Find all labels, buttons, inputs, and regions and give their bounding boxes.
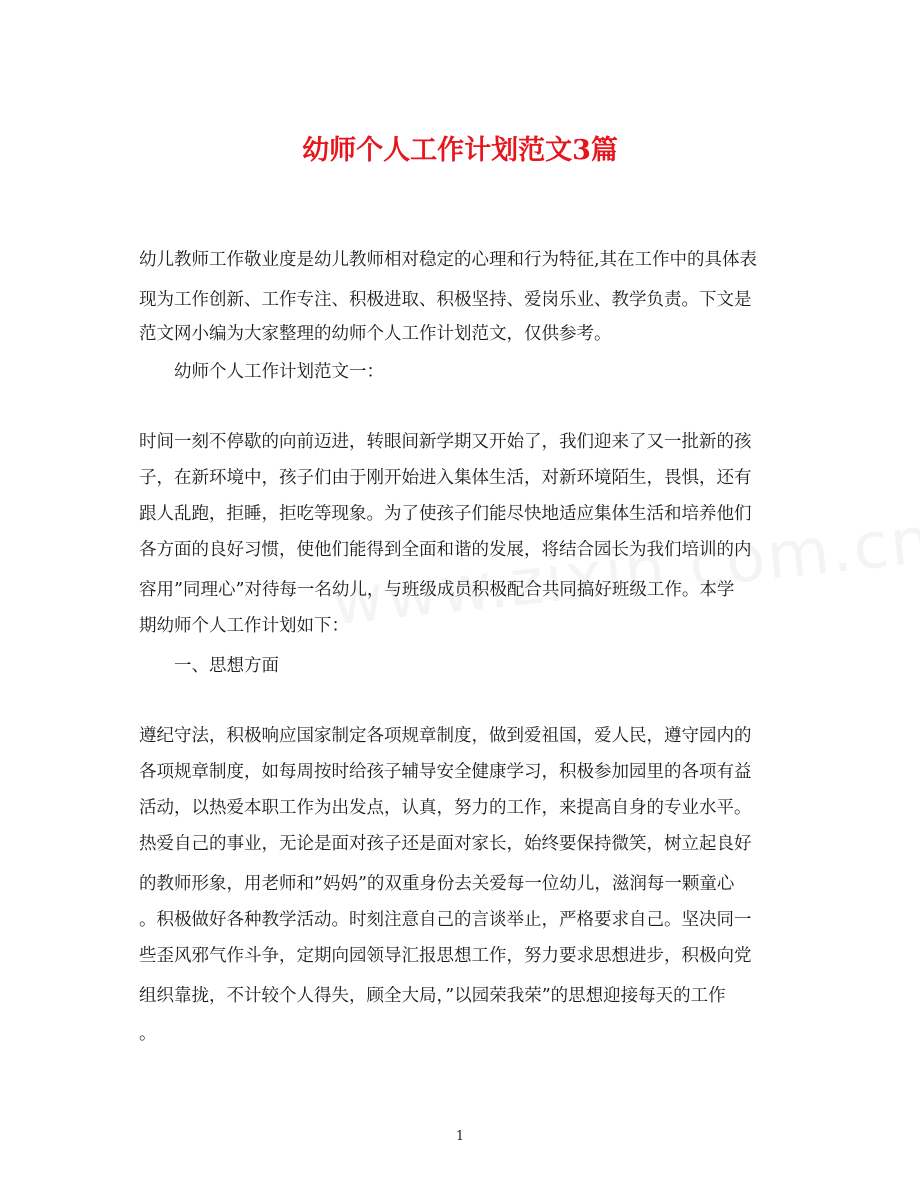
paragraph-line: 期幼师个人工作计划如下： [139, 616, 349, 636]
paragraph-line: 容用”同理心”对待每一名幼儿，与班级成员积极配合共同搞好班级工作。本学 [139, 580, 735, 600]
paragraph-line: 组织靠拢，不计较个人得失，顾全大局，”以园荣我荣”的思想迎接每天的工作 [139, 986, 726, 1006]
paragraph-line: 些歪风邪气作斗争，定期向园领导汇报思想工作，努力要求思想进步，积极向党 [139, 946, 752, 966]
paragraph-line: 。 [139, 1024, 157, 1044]
paragraph-line: 热爱自己的事业，无论是面对孩子还是面对家长，始终要保持微笑，树立起良好 [139, 834, 752, 854]
subheading: 一、思想方面 [174, 656, 279, 676]
paragraph-line: 。积极做好各种教学活动。时刻注意自己的言谈举止，严格要求自己。坚决同一 [139, 910, 752, 930]
page-number: 1 [455, 1129, 465, 1144]
paragraph-line: 的教师形象，用老师和”妈妈”的双重身份去关爱每一位幼儿，滋润每一颗童心 [139, 874, 735, 894]
paragraph-line: 各项规章制度，如每周按时给孩子辅导安全健康学习，积极参加园里的各项有益 [139, 762, 752, 782]
paragraph-line: 遵纪守法，积极响应国家制定各项规章制度，做到爱祖国，爱人民，遵守园内的 [139, 726, 752, 746]
paragraph-line: 活动，以热爱本职工作为出发点，认真，努力的工作，来提高自身的专业水平。 [139, 798, 752, 818]
paragraph-line: 时间一刻不停歇的向前迈进，转眼间新学期又开始了，我们迎来了又一批新的孩 [139, 432, 752, 452]
paragraph-line: 各方面的良好习惯，使他们能得到全面和谐的发展，将结合园长为我们培训的内 [139, 540, 752, 560]
intro-line: 现为工作创新、工作专注、积极进取、积极坚持、爱岗乐业、教学负责。下文是 [139, 290, 752, 310]
paragraph-line: 子，在新环境中，孩子们由于刚开始进入集体生活，对新环境陌生，畏惧，还有 [139, 468, 752, 488]
intro-line: 范文网小编为大家整理的幼师个人工作计划范文，仅供参考。 [139, 324, 612, 344]
intro-line: 幼儿教师工作敬业度是幼儿教师相对稳定的心理和行为特征,其在工作中的具体表 [139, 250, 758, 270]
paragraph-line: 跟人乱跑，拒睡，拒吃等现象。为了使孩子们能尽快地适应集体生活和培养他们 [139, 504, 752, 524]
section-heading: 幼师个人工作计划范文一： [174, 362, 384, 382]
document-title: 幼师个人工作计划范文3篇 [302, 135, 618, 166]
